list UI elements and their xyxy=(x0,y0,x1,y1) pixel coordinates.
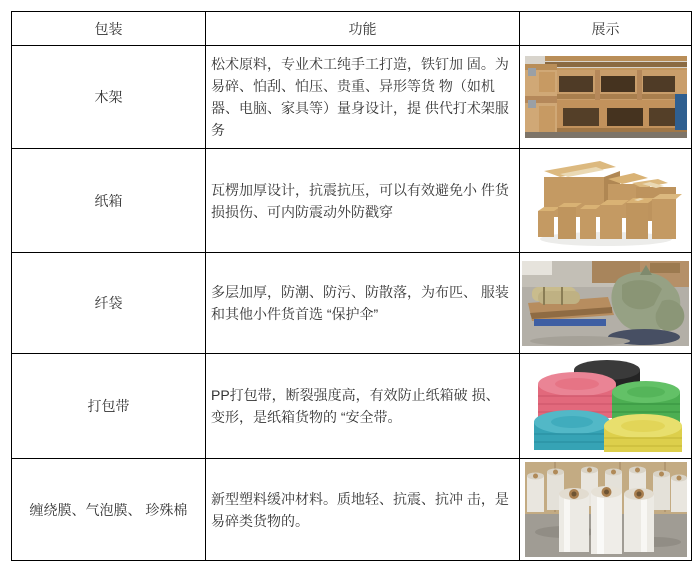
package-name: 缠绕膜、气泡膜、 珍殊棉 xyxy=(12,459,206,561)
packaging-table xyxy=(11,11,692,561)
cardboard-boxes-photo xyxy=(530,153,682,249)
stretch-film-rolls-photo xyxy=(525,462,687,557)
package-name: 木架 xyxy=(12,46,206,149)
package-function: 松术原料，专业术工纯手工打造，铁钉加 固。为易碎、怕刮、怕压、贵重、异形等货 物（如机器、电脑、家具等）量身设计，提 供代打术架服务 xyxy=(206,46,520,149)
package-name: 纤袋 xyxy=(12,253,206,354)
table-row-fiber-bag xyxy=(12,253,692,354)
package-name: 打包带 xyxy=(12,354,206,459)
header-row xyxy=(12,12,692,46)
package-function: 新型塑料缓冲材料。质地轻、抗震、抗冲 击，是易碎类货物的。 xyxy=(206,459,520,561)
table-row-packing-strap xyxy=(12,354,692,459)
table-row-wrapping-film xyxy=(12,459,692,561)
header-function: 功能 xyxy=(206,12,520,46)
pp-strap-rolls-photo xyxy=(526,358,686,454)
table-row-carton xyxy=(12,149,692,253)
package-function: 多层加厚，防潮、防污、防散落，为布匹、 服装和其他小件货首选 “保护伞” xyxy=(206,253,520,354)
stacked-wooden-crates-photo xyxy=(525,56,687,138)
header-display: 展示 xyxy=(520,12,692,46)
package-name: 纸箱 xyxy=(12,149,206,253)
packaging-table-container xyxy=(11,11,692,561)
header-package: 包装 xyxy=(12,12,206,46)
package-function: PP打包带，断裂强度高，有效防止纸箱破 损、变形，是纸箱货物的 “安全带。 xyxy=(206,354,520,459)
package-function: 瓦楞加厚设计，抗震抗压，可以有效避免小 件货损损伤、可内防震动外防戳穿 xyxy=(206,149,520,253)
table-row-wooden-frame xyxy=(12,46,692,149)
woven-bags-warehouse-photo xyxy=(522,261,689,346)
